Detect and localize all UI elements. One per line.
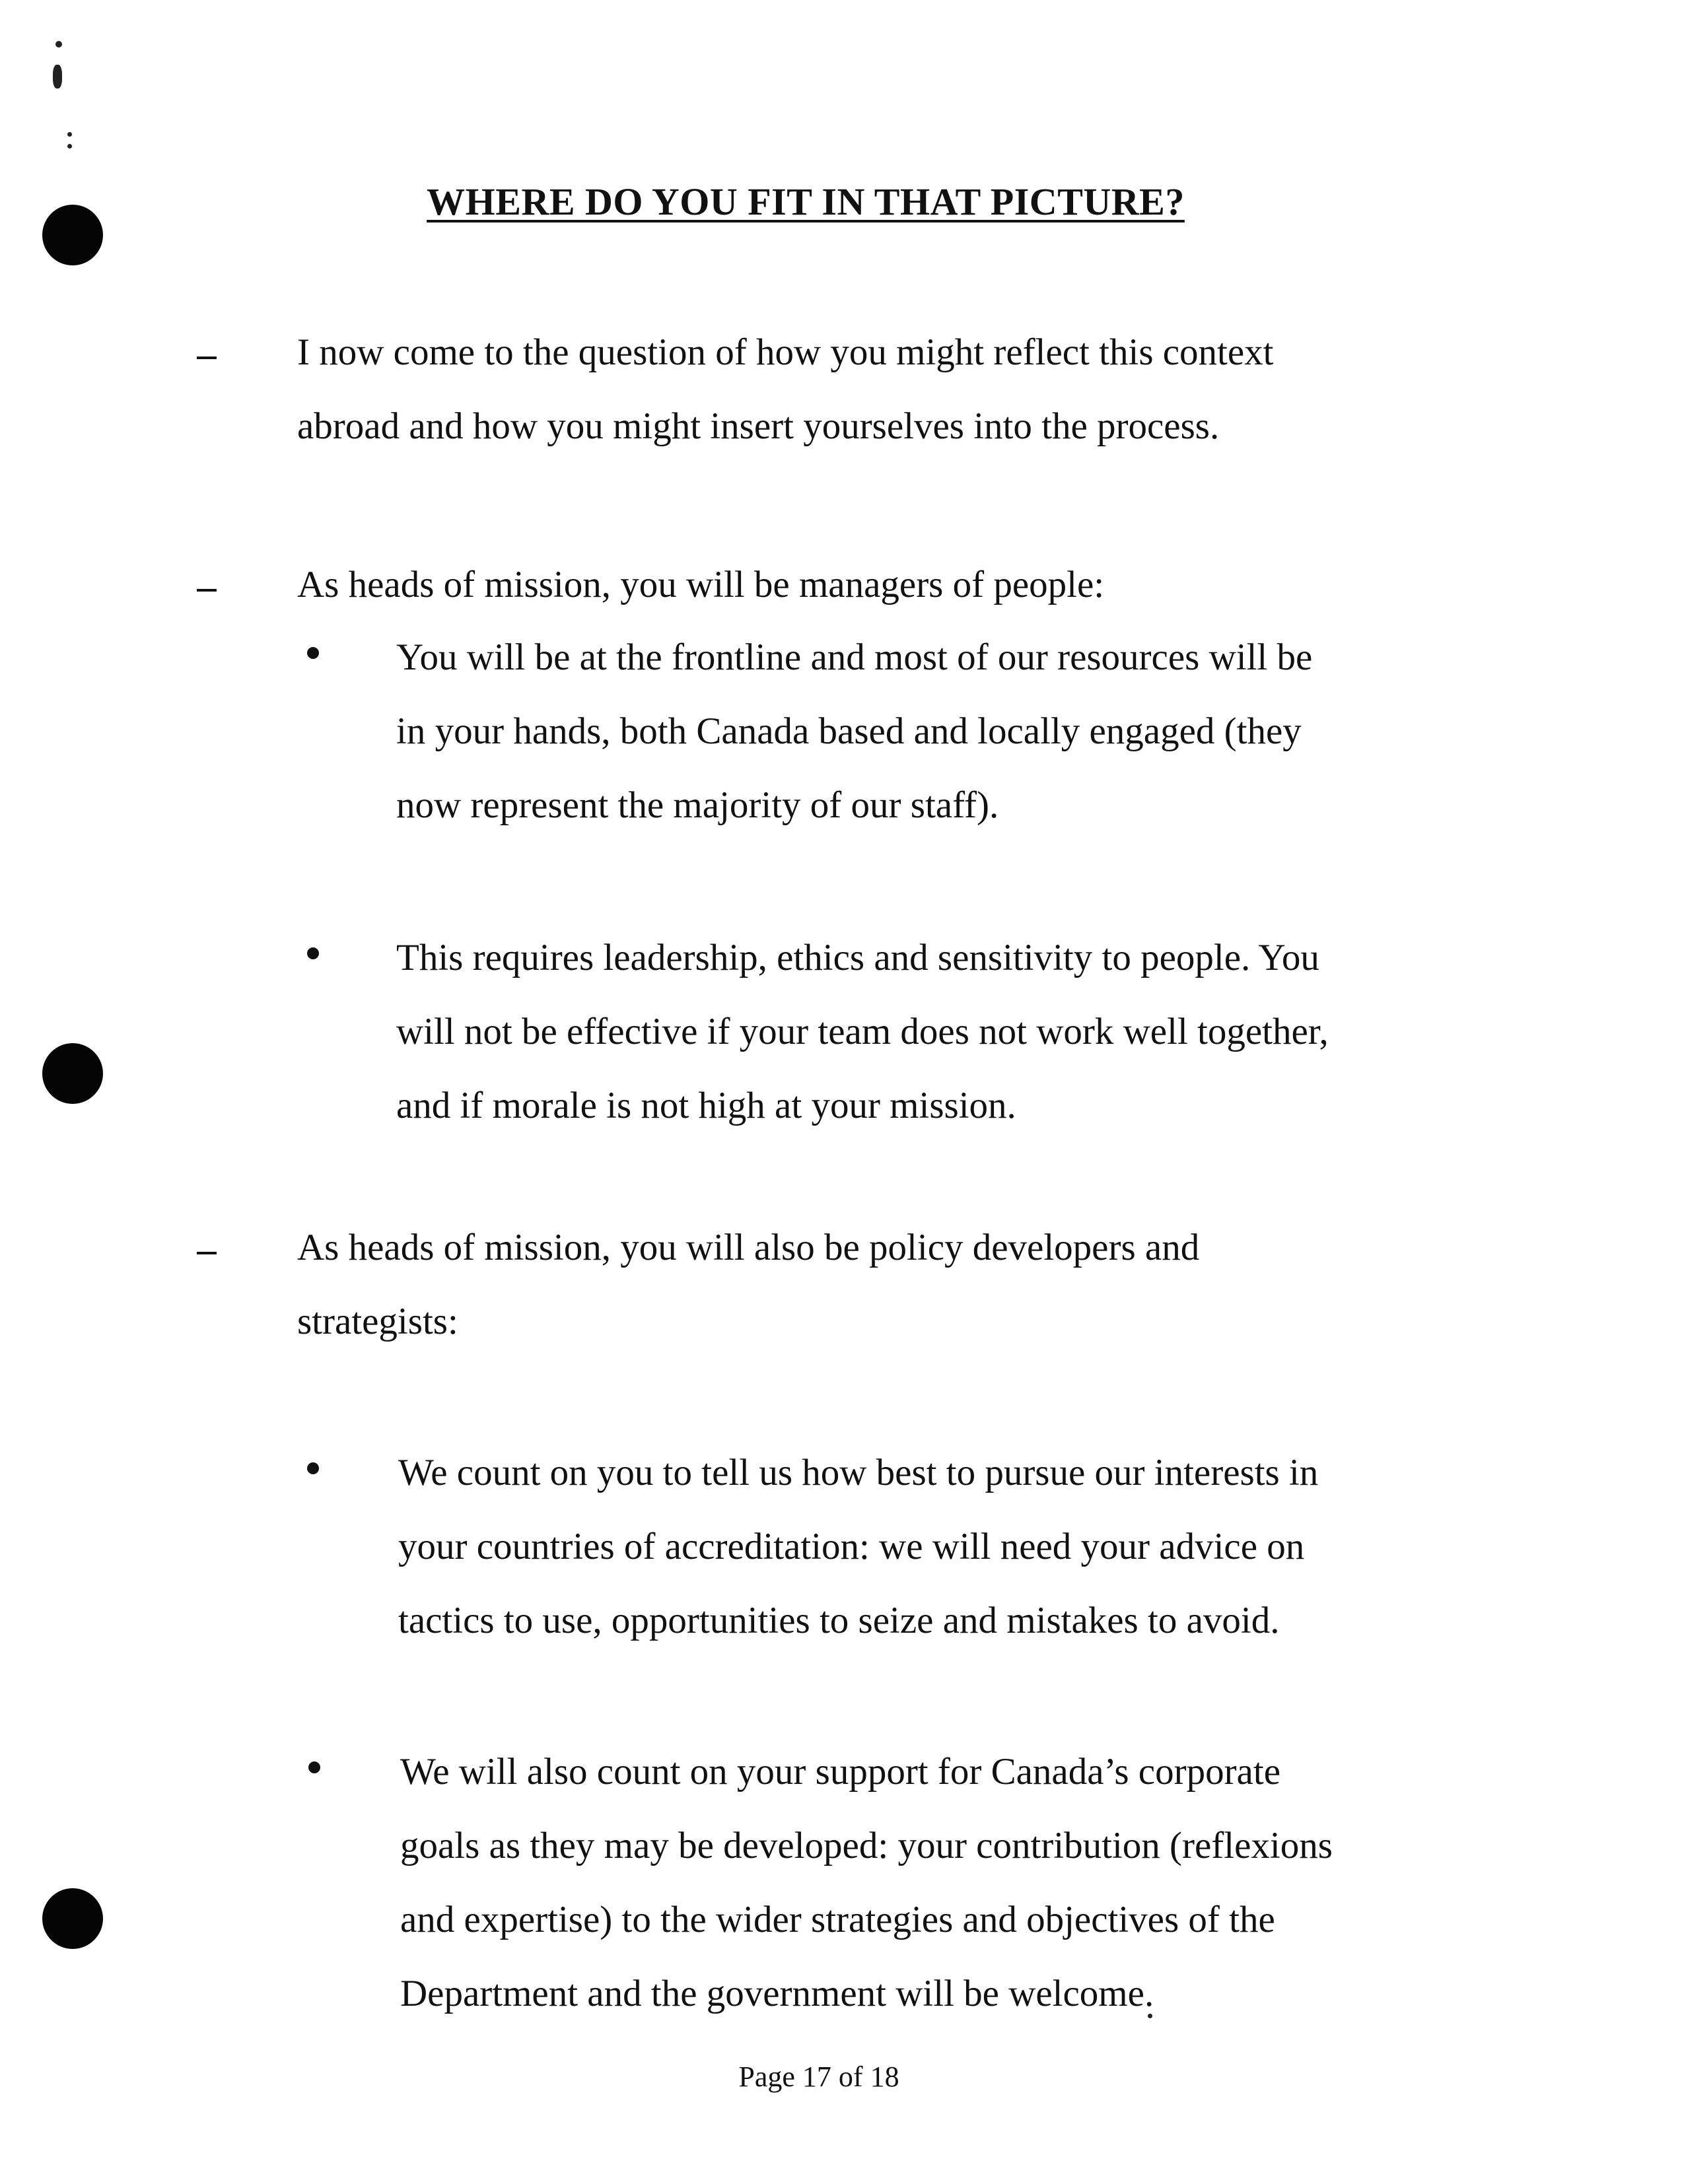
page-heading: WHERE DO YOU FIT IN THAT PICTURE? xyxy=(427,180,1185,223)
paragraph-line: I now come to the question of how you might reflect this context xyxy=(297,331,1274,373)
bullet-paragraph xyxy=(398,1436,1318,1658)
paragraph-line: We count on you to tell us how best to pursue our interests in xyxy=(398,1452,1319,1493)
paragraph-line: goals as they may be developed: your contribution (reflexions xyxy=(400,1825,1333,1866)
paragraph xyxy=(297,548,1104,622)
bullet-paragraph xyxy=(396,621,1312,842)
bullet-marker xyxy=(307,947,319,959)
bullet-marker xyxy=(308,1761,320,1773)
paragraph-line: abroad and how you might insert yourselves into the process. xyxy=(297,405,1220,447)
bullet-marker xyxy=(307,1462,319,1474)
dash-marker xyxy=(197,357,217,359)
paragraph-line: tactics to use, opportunities to seize and mistakes to avoid. xyxy=(398,1600,1280,1641)
dash-marker xyxy=(197,589,217,592)
paragraph-line: We will also count on your support for Canada’s corporate xyxy=(400,1751,1280,1792)
dash-marker xyxy=(197,1252,217,1254)
bullet-marker xyxy=(307,647,319,659)
paragraph xyxy=(297,316,1274,463)
paragraph-line: in your hands, both Canada based and locally engaged (they xyxy=(396,710,1302,752)
scan-speck xyxy=(55,41,62,48)
punch-hole xyxy=(42,1888,103,1949)
paragraph-line: You will be at the frontline and most of our resources will be xyxy=(396,636,1313,678)
page-number: Page 17 of 18 xyxy=(738,2061,899,2093)
scan-speck xyxy=(67,132,72,137)
paragraph-line: will not be effective if your team does not work well together, xyxy=(396,1011,1329,1052)
punch-hole xyxy=(42,1043,103,1104)
bullet-paragraph xyxy=(396,921,1329,1143)
paragraph-line: strategists: xyxy=(297,1301,458,1342)
bullet-paragraph xyxy=(400,1735,1333,2031)
scan-speck xyxy=(67,144,72,149)
paragraph-line: This requires leadership, ethics and sensitivity to people. You xyxy=(396,937,1319,978)
paragraph-line: As heads of mission, you will also be policy developers and xyxy=(297,1227,1200,1268)
paragraph xyxy=(297,1211,1199,1359)
paragraph-line: and if morale is not high at your mission. xyxy=(396,1085,1016,1126)
paragraph-line: As heads of mission, you will be managers of people: xyxy=(297,564,1105,605)
paragraph-line: now represent the majority of our staff). xyxy=(396,784,999,826)
paragraph-line: and expertise) to the wider strategies and objectives of the xyxy=(400,1899,1275,1940)
scan-speck xyxy=(53,65,62,88)
paragraph-line: Department and the government will be welcome. xyxy=(400,1973,1154,2014)
paragraph-line: your countries of accreditation: we will need your advice on xyxy=(398,1526,1305,1567)
